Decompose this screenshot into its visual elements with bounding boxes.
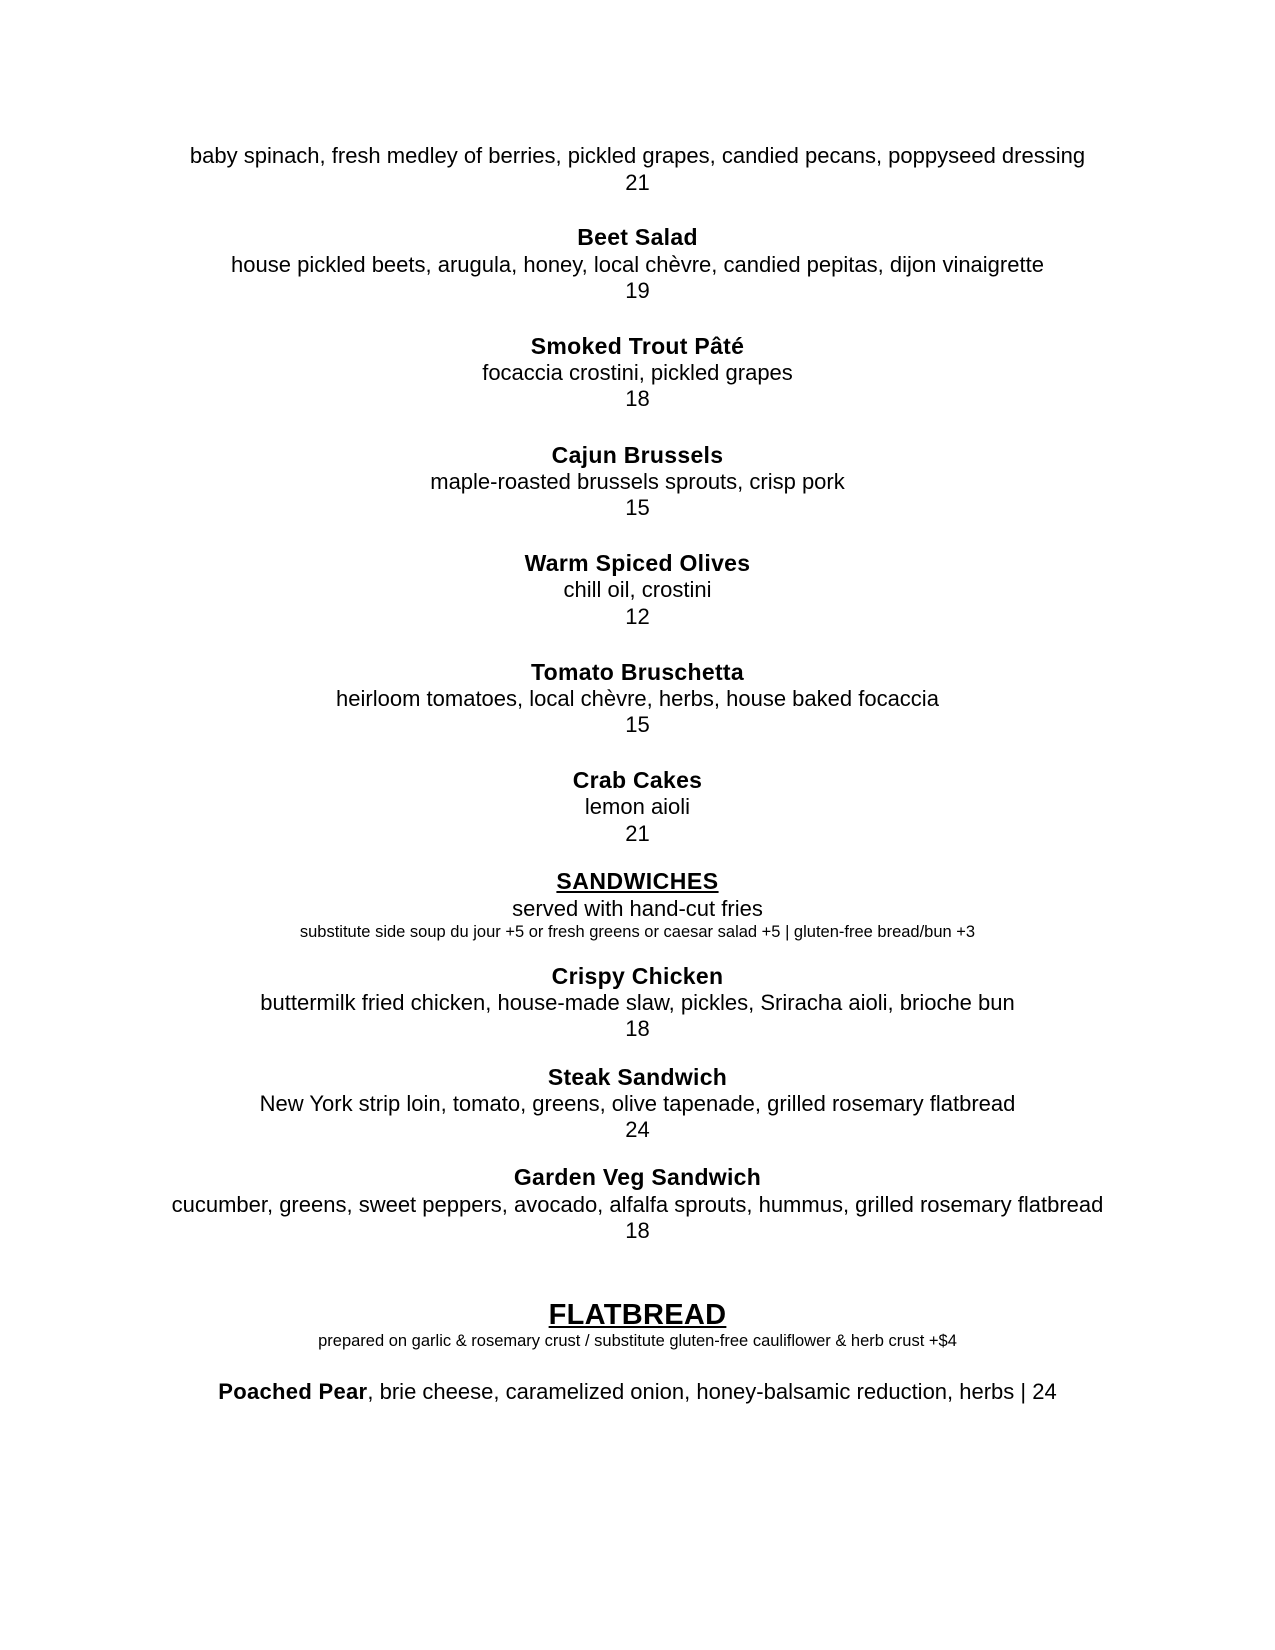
- item-price: 18: [625, 1016, 650, 1041]
- item-price: 18: [625, 1218, 650, 1243]
- section-subheading: served with hand-cut fries: [512, 896, 763, 921]
- flatbread-item: [0, 1378, 1275, 1406]
- section-heading-flatbread: FLATBREAD: [548, 1299, 727, 1331]
- item-description: lemon aioli: [584, 794, 691, 819]
- item-price: 24: [625, 1117, 650, 1142]
- item-name: Steak Sandwich: [547, 1064, 728, 1090]
- item-name: Crispy Chicken: [551, 963, 724, 989]
- item-price: 18: [625, 386, 650, 411]
- item-price: 21: [625, 821, 650, 846]
- item-price: 15: [625, 495, 650, 520]
- item-description: cucumber, greens, sweet peppers, avocado, alfalfa sprouts, hummus, grilled rosemary flatbread: [171, 1192, 1104, 1217]
- item-name: Poached Pear: [218, 1379, 368, 1404]
- item-name: Cajun Brussels: [551, 442, 724, 468]
- item-description: baby spinach, fresh medley of berries, pickled grapes, candied pecans, poppyseed dressing: [189, 143, 1086, 168]
- item-description: maple-roasted brussels sprouts, crisp pork: [430, 469, 845, 494]
- item-description: house pickled beets, arugula, honey, local chèvre, candied pepitas, dijon vinaigrette: [231, 252, 1044, 277]
- item-description: buttermilk fried chicken, house-made slaw, pickles, Sriracha aioli, brioche bun: [260, 990, 1015, 1015]
- item-price: 15: [625, 712, 650, 737]
- item-name: Smoked Trout Pâté: [530, 333, 745, 359]
- item-price: 12: [625, 604, 650, 629]
- item-name: Crab Cakes: [572, 767, 703, 793]
- item-description: heirloom tomatoes, local chèvre, herbs, house baked focaccia: [336, 686, 939, 711]
- item-name: Tomato Bruschetta: [531, 659, 744, 685]
- item-description: chill oil, crostini: [563, 577, 712, 602]
- item-name: Beet Salad: [577, 224, 698, 250]
- item-details: , brie cheese, caramelized onion, honey-balsamic reduction, herbs | 24: [367, 1379, 1057, 1404]
- section-note: prepared on garlic & rosemary crust / substitute gluten-free cauliflower & herb crust +$4: [318, 1332, 957, 1350]
- item-price: 21: [625, 170, 650, 195]
- item-description: New York strip loin, tomato, greens, olive tapenade, grilled rosemary flatbread: [259, 1091, 1016, 1116]
- section-note: substitute side soup du jour +5 or fresh greens or caesar salad +5 | gluten-free bread/bun +3: [299, 923, 976, 941]
- item-name: Warm Spiced Olives: [524, 550, 751, 576]
- item-name: Garden Veg Sandwich: [513, 1164, 762, 1190]
- item-description: focaccia crostini, pickled grapes: [482, 360, 793, 385]
- item-price: 19: [625, 278, 650, 303]
- section-heading-sandwiches: SANDWICHES: [556, 868, 719, 894]
